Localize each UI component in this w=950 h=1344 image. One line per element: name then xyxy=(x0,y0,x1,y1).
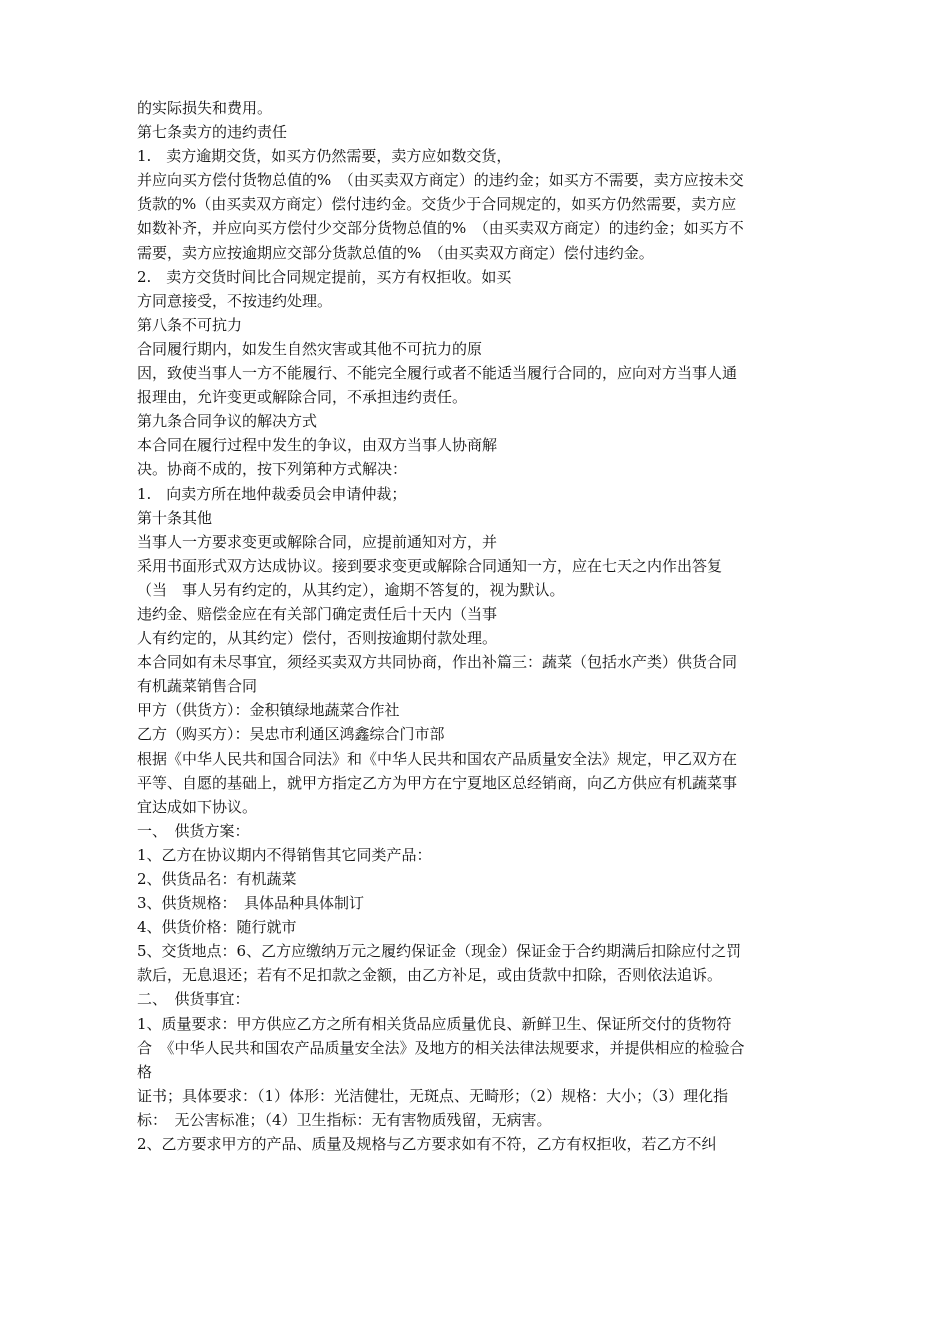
text-line: 根据《中华人民共和国合同法》和《中华人民共和国农产品质量安全法》规定，甲乙双方在 xyxy=(137,749,738,768)
text-line: 合 《中华人民共和国农产品质量安全法》及地方的相关法律法规要求，并提供相应的检验合 xyxy=(137,1038,745,1057)
text-line: 格 xyxy=(137,1062,153,1081)
text-line: （当 事人另有约定的，从其约定），逾期不答复的，视为默认。 xyxy=(137,580,565,599)
list-item: 2、乙方要求甲方的产品、质量及规格与乙方要求如有不符，乙方有权拒收，若乙方不纠 xyxy=(137,1135,717,1154)
text-line: 标： 无公害标准；（4）卫生指标：无有害物质残留，无病害。 xyxy=(137,1110,552,1129)
text-line: 款后，无息退还；若有不足扣款之金额，由乙方补足，或由货款中扣除，否则依法追诉。 xyxy=(137,966,723,985)
text-line: 需要，卖方应按逾期应交部分货款总值的% （由买卖双方商定）偿付违约金。 xyxy=(137,243,654,262)
text-line: 并应向买方偿付货物总值的% （由买卖双方商定）的违约金；如买方不需要，卖方应按未交 xyxy=(137,171,744,190)
text-line: 货款的%（由买卖双方商定）偿付违约金。交货少于合同规定的，如买方仍然需要，卖方应 xyxy=(137,195,737,214)
text-line: 平等、自愿的基础上，就甲方指定乙方为甲方在宁夏地区总经销商，向乙方供应有机蔬菜事 xyxy=(137,773,738,792)
text-line: 因，致使当事人一方不能履行、不能完全履行或者不能适当履行合同的，应向对方当事人通 xyxy=(137,364,738,383)
text-line: 的实际损失和费用。 xyxy=(137,99,273,117)
section-heading-supply-plan: 一、 供货方案： xyxy=(137,821,250,840)
party-b-line: 乙方（购买方）：吴忠市利通区鸿鑫综合门市部 xyxy=(137,725,445,744)
list-item: 2、供货品名：有机蔬菜 xyxy=(137,870,297,888)
text-line: 宜达成如下协议。 xyxy=(137,797,258,816)
text-line: 如数补齐，并应向买方偿付少交部分货物总值的% （由买卖双方商定）的违约金；如买方不 xyxy=(137,219,744,238)
text-line: 证书；具体要求：（1）体形：光洁健壮，无斑点、无畸形；（2）规格：大小；（3）理化指 xyxy=(137,1086,729,1105)
text-line: 本合同如有未尽事宜，须经买卖双方共同协商，作出补篇三：蔬菜（包括水产类）供货合同 xyxy=(137,653,738,672)
text-line: 合同履行期内，如发生自然灾害或其他不可抗力的原 xyxy=(137,339,483,358)
list-item: 1、质量要求：甲方供应乙方之所有相关货品应质量优良、新鲜卫生、保证所交付的货物符 xyxy=(137,1014,732,1033)
text-line: 违约金、赔偿金应在有关部门确定责任后十天内（当事 xyxy=(137,604,498,623)
list-item: 4、供货价格：随行就市 xyxy=(137,918,297,937)
text-line: 本合同在履行过程中发生的争议，由双方当事人协商解 xyxy=(137,436,498,455)
section-heading-article-8: 第八条不可抗力 xyxy=(137,315,243,334)
section-heading-article-9: 第九条合同争议的解决方式 xyxy=(137,412,318,431)
section-heading-article-10: 第十条其他 xyxy=(137,508,213,527)
text-line: 当事人一方要求变更或解除合同，应提前通知对方，并 xyxy=(137,532,498,551)
text-line: 2. 卖方交货时间比合同规定提前，买方有权拒收。如买 xyxy=(137,267,512,286)
list-item: 5、交货地点：6、乙方应缴纳万元之履约保证金（现金）保证金于合约期满后扣除应付之罚 xyxy=(137,942,742,961)
party-a-line: 甲方（供货方）：金积镇绿地蔬菜合作社 xyxy=(137,701,400,720)
text-line: 决。协商不成的，按下列第种方式解决： xyxy=(137,460,408,479)
text-line: 人有约定的，从其约定）偿付，否则按逾期付款处理。 xyxy=(137,629,498,648)
contract-title: 有机蔬菜销售合同 xyxy=(137,677,258,696)
list-item: 3、供货规格： 具体品种具体制订 xyxy=(137,894,365,913)
document-page xyxy=(137,96,827,1156)
text-line: 采用书面形式双方达成协议。接到要求变更或解除合同通知一方，应在七天之内作出答复 xyxy=(137,556,723,575)
section-heading-article-7: 第七条卖方的违约责任 xyxy=(137,123,288,142)
section-heading-supply-matters: 二、 供货事宜： xyxy=(137,990,250,1009)
text-line: 1. 向卖方所在地仲裁委员会申请仲裁； xyxy=(137,484,407,503)
list-item: 1、乙方在协议期内不得销售其它同类产品： xyxy=(137,845,432,864)
text-line: 方同意接受，不按违约处理。 xyxy=(137,291,333,310)
text-line: 1. 卖方逾期交货，如买方仍然需要，卖方应如数交货， xyxy=(137,147,512,166)
text-line: 报理由，允许变更或解除合同，不承担违约责任。 xyxy=(137,388,468,407)
